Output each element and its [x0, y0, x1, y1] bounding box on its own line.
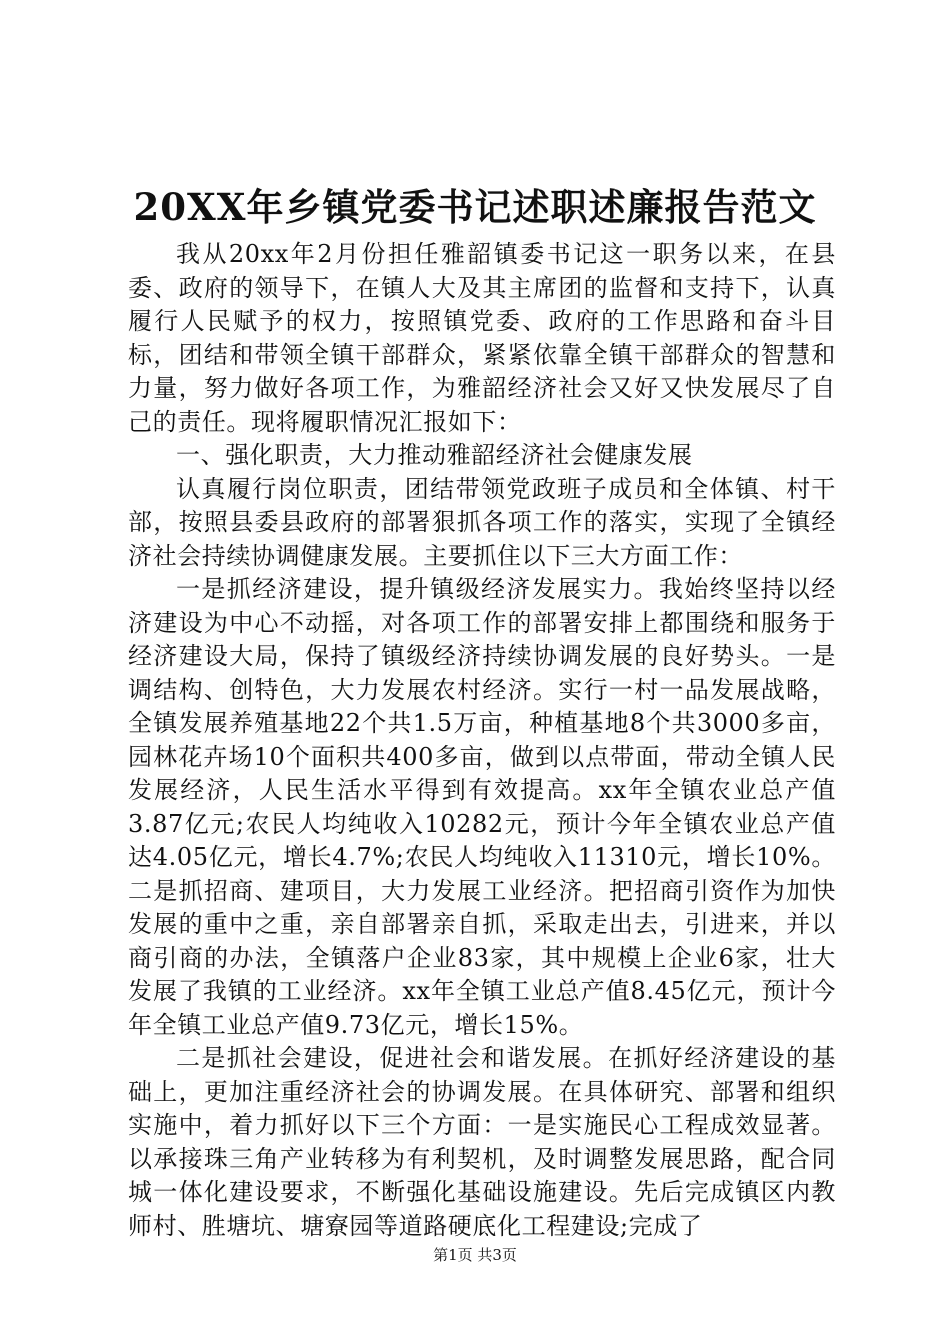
paragraph-duties: 认真履行岗位职责，团结带领党政班子成员和全体镇、村干部，按照县委县政府的部署狠抓各项工作的落实，实现了全镇经济社会持续协调健康发展。主要抓住以下三大方面工作： — [128, 474, 836, 570]
paragraph-intro: 我从20xx年2月份担任雅韶镇委书记这一职务以来，在县委、政府的领导下，在镇人大及其主席团的监督和支持下，认真履行人民赋予的权力，按照镇党委、政府的工作思路和奋斗目标，团结和带领全镇干部群众，紧紧依靠全镇干部群众的智慧和力量，努力做好各项工作，为雅韶经济社会又好又快发展尽了自己的责任。现将履职情况汇报如下： — [128, 240, 836, 436]
document-body — [128, 238, 836, 1243]
page-footer: 第1页 共3页 — [433, 1246, 517, 1264]
document-title: 20XX年乡镇党委书记述职述廉报告范文 — [133, 185, 817, 229]
section-heading-1: 一、强化职责，大力推动雅韶经济社会健康发展 — [176, 441, 693, 469]
paragraph-society: 二是抓社会建设，促进社会和谐发展。在抓好经济建设的基础上，更加注重经济社会的协调发展。在具体研究、部署和组织实施中，着力抓好以下三个方面：一是实施民心工程成效显著。以承接珠三角产业转移为有利契机，及时调整发展思路，配合同城一体化建设要求，不断强化基础设施建设。先后完成镇区内教师村、胜塘坑、塘寮园等道路硬底化工程建设;完成了 — [128, 1044, 836, 1240]
paragraph-economy: 一是抓经济建设，提升镇级经济发展实力。我始终坚持以经济建设为中心不动摇，对各项工作的部署安排上都围绕和服务于经济建设大局，保持了镇级经济持续协调发展的良好势头。一是调结构、创特色，大力发展农村经济。实行一村一品发展战略，全镇发展养殖基地22个共1.5万亩，种植基地8个共3000多亩，园林花卉场10个面积共400多亩，做到以点带面，带动全镇人民发展经济，人民生活水平得到有效提高。xx年全镇农业总产值3.87亿元;农民人均纯收入10282元，预计今年全镇农业总产值达4.05亿元，增长4.7%;农民人均纯收入11310元，增长10%。二是抓招商、建项目，大力发展工业经济。把招商引资作为加快发展的重中之重，亲自部署亲自抓，采取走出去，引进来，并以商引商的办法，全镇落户企业83家，其中规模上企业6家，壮大发展了我镇的工业经济。xx年全镇工业总产值8.45亿元，预计今年全镇工业总产值9.73亿元，增长15%。 — [128, 575, 836, 1039]
